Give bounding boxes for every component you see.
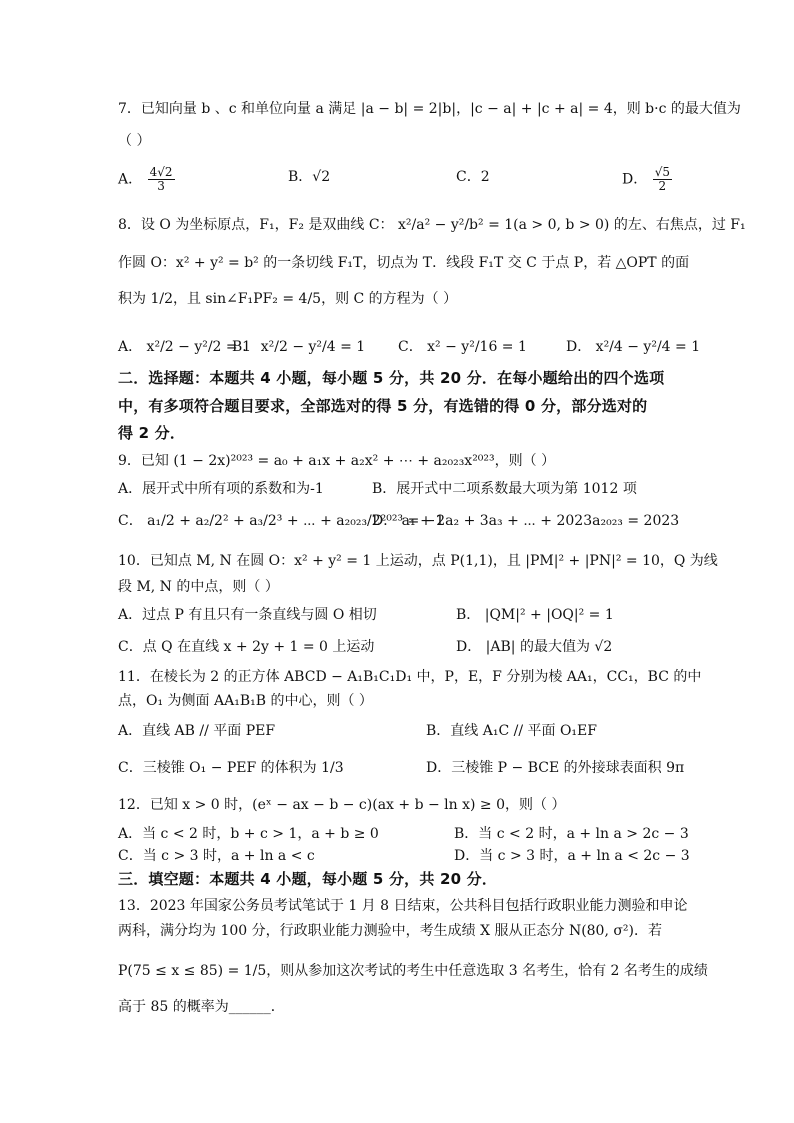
q10-option-d: D． |AB| 的最大值为 √2 (456, 639, 613, 655)
q7-option-a-label: A． (118, 171, 143, 188)
q11-option-a: A．直线 AB // 平面 PEF (118, 723, 276, 739)
q9-option-a: A．展开式中所有项的系数和为-1 (118, 481, 324, 497)
q12-option-a: A．当 c < 2 时，b + c > 1，a + b ≥ 0 (118, 826, 379, 842)
q7-option-d-label: D． (622, 171, 648, 188)
q10-option-c: C．点 Q 在直线 x + 2y + 1 = 0 上运动 (118, 639, 375, 655)
q7-option-a (118, 166, 176, 193)
q13-stem-line3: P(75 ≤ x ≤ 85) = 1/5，则从参加这次考试的考生中任意选取 3 名考生，恰有 2 名考生的成绩 (118, 963, 708, 979)
q9-option-b: B．展开式中二项系数最大项为第 1012 项 (372, 481, 637, 497)
q8-option-c: C． x² − y²/16 = 1 (398, 339, 527, 355)
q7-option-a-fraction (148, 166, 175, 193)
q11-option-c: C．三棱锥 O₁ − PEF 的体积为 1/3 (118, 760, 344, 776)
q8-option-b: B． x²/2 − y²/4 = 1 (232, 339, 366, 355)
q8-stem-line3: 积为 1/2，且 sin∠F₁PF₂ = 4/5，则 C 的方程为（ ） (118, 291, 458, 307)
q9-option-d: D． a₁ + 2a₂ + 3a₃ + ⋯ + 2023a₂₀₂₃ = 2023 (372, 513, 680, 529)
q7-option-c: C．2 (456, 169, 490, 185)
q12-option-b: B．当 c < 2 时，a + ln a > 2c − 3 (454, 826, 689, 842)
q7-option-a-denominator: 3 (157, 179, 165, 193)
section3-heading: 三．填空题：本题共 4 小题，每小题 5 分，共 20 分． (118, 870, 498, 888)
q11-stem-line1: 11．在棱长为 2 的正方体 ABCD − A₁B₁C₁D₁ 中，P，E，F 分别为棱 AA₁，CC₁，BC 的中 (118, 669, 702, 685)
q13-stem-line4: 高于 85 的概率为______． (118, 999, 285, 1015)
q9-option-c: C． a₁/2 + a₂/2² + a₃/2³ + ⋯ + a₂₀₂₃/2²⁰²³ = −1 (118, 513, 445, 529)
q8-stem-line1: 8．设 O 为坐标原点，F₁，F₂ 是双曲线 C： x²/a² − y²/b² = 1(a > 0, b > 0) 的左、右焦点，过 F₁ (118, 217, 746, 233)
q10-option-b: B． |QM|² + |OQ|² = 1 (456, 607, 614, 623)
q7-option-d-numerator: √5 (654, 165, 670, 179)
q11-option-d: D．三棱锥 P − BCE 的外接球表面积 9π (426, 760, 685, 776)
q7-option-b: B．√2 (288, 169, 331, 185)
q8-stem-line2: 作圆 O：x² + y² = b² 的一条切线 F₁T，切点为 T．线段 F₁T 交 C 于点 P，若 △OPT 的面 (118, 255, 690, 271)
q7-paren: （ ） (118, 133, 151, 149)
q12-option-d: D．当 c > 3 时，a + ln a < 2c − 3 (454, 848, 690, 864)
q13-stem-line2: 两科，满分均为 100 分，行政职业能力测验中，考生成绩 X 服从正态分 N(80, σ²)．若 (118, 923, 662, 939)
section2-heading-line1: 二．选择题：本题共 4 小题，每小题 5 分，共 20 分．在每小题给出的四个选项 (118, 369, 665, 387)
q11-option-b: B．直线 A₁C // 平面 O₁EF (426, 723, 597, 739)
q10-stem-line2: 段 M, N 的中点，则（ ） (118, 579, 279, 595)
section2-heading-line2: 中，有多项符合题目要求，全部选对的得 5 分，有选错的得 0 分，部分选对的 (118, 397, 648, 415)
q8-option-d: D． x²/4 − y²/4 = 1 (566, 339, 701, 355)
q7-option-d-fraction (653, 166, 672, 193)
q7-option-a-numerator: 4√2 (149, 165, 173, 179)
q13-stem-line1: 13．2023 年国家公务员考试笔试于 1 月 8 日结束，公共科目包括行政职业能力测验和申论 (118, 898, 688, 914)
q7-stem: 7．已知向量 b 、c 和单位向量 a 满足 |a − b| = 2|b|，|c − a| + |c + a| = 4，则 b·c 的最大值为 (118, 101, 741, 117)
q8-option-a: A． x²/2 − y²/2 = 1 (118, 339, 252, 355)
q11-stem-line2: 点，O₁ 为侧面 AA₁B₁B 的中心，则（ ） (118, 693, 373, 709)
q12-option-c: C．当 c > 3 时，a + ln a < c (118, 848, 315, 864)
q12-stem: 12．已知 x > 0 时，(eˣ − ax − b − c)(ax + b − ln x) ≥ 0，则（ ） (118, 797, 566, 813)
q9-stem: 9．已知 (1 − 2x)²⁰²³ = a₀ + a₁x + a₂x² + ⋯ + a₂₀₂₃x²⁰²³，则（ ） (118, 453, 556, 469)
q10-option-a: A．过点 P 有且只有一条直线与圆 O 相切 (118, 607, 377, 623)
q10-stem-line1: 10．已知点 M, N 在圆 O：x² + y² = 1 上运动，点 P(1,1)，且 |PM|² + |PN|² = 10，Q 为线 (118, 553, 718, 569)
q7-option-d (622, 166, 673, 193)
q7-option-d-denominator: 2 (658, 179, 667, 193)
section2-heading-line3: 得 2 分． (118, 424, 186, 442)
